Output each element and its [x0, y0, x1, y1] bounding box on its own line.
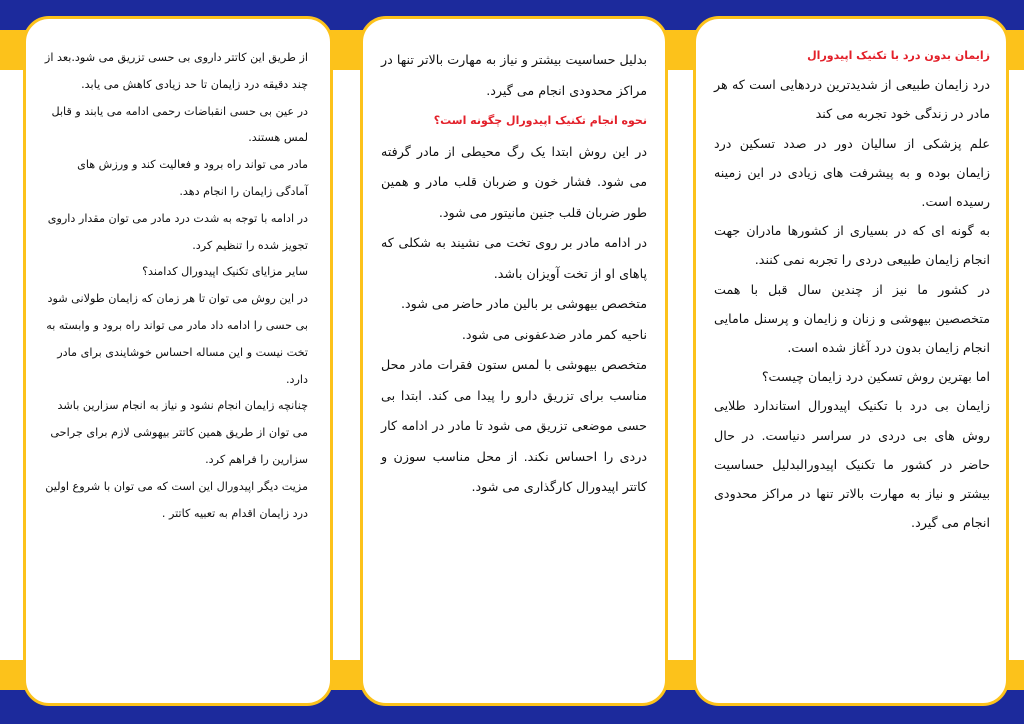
paragraph: از طریق این کاتتر داروی بی حسی تزریق می شود.بعد از چند دقیقه درد زایمان تا حد زیادی کاهش می یابد.	[44, 51, 308, 91]
paragraph: در ادامه با توجه به شدت درد مادر می توان مقدار داروی تجویز شده را تنظیم کرد.	[47, 211, 308, 252]
section-question: اما بهترین روش تسکین درد زایمان چیست؟	[761, 369, 990, 385]
brochure-panel-right	[693, 16, 1009, 706]
section-question: سایر مزایای تکنیک اپیدورال کدامند؟	[142, 265, 308, 279]
paragraph: مادر می تواند راه برود و فعالیت کند و ورزش های آمادگی زایمان را انجام دهد.	[77, 158, 308, 198]
paragraph: مزیت دیگر اپیدورال این است که می توان با شروع اولین درد زایمان اقدام به تعبیه کاتتر .	[45, 479, 308, 520]
paragraph: به گونه ای که در بسیاری از کشورها مادران جهت انجام زایمان طبیعی دردی را تجربه نمی کنند.	[714, 223, 990, 268]
brochure-panel-left	[23, 16, 333, 706]
paragraph: در کشور ما نیز از چندین سال قبل با همت متخصصین بیهوشی و زنان و زایمان و پرسنل مامایی انجام زایمان بدون درد آغاز شده است.	[714, 281, 990, 356]
paragraph: در این روش ابتدا یک رگ محیطی از مادر گرفته می شود. فشار خون و ضربان قلب مادر و همین طور ضربان قلب جنین مانیتور می شود.	[381, 143, 647, 220]
panel-title: زایمان بدون درد با تکنیک اپیدورال	[807, 49, 990, 62]
paragraph: علم پزشکی از سالیان دور در صدد تسکین درد زایمان بوده و به پیشرفت های زیادی در این زمینه رسیده است.	[714, 135, 990, 210]
paragraph: متخصص بیهوشی بر بالین مادر حاضر می شود.	[401, 296, 647, 311]
intro-paragraph: بدلیل حساسیت بیشتر و نیاز به مهارت بالاتر تنها در مراکز محدودی انجام می گیرد.	[381, 52, 647, 98]
brochure-panel-middle	[360, 16, 668, 706]
section-heading: نحوه انجام تکنیک اپیدورال چگونه است؟	[433, 114, 647, 127]
paragraph: زایمان بی درد با تکنیک اپیدورال استاندارد طلایی روش های بی دردی در سراسر دنیاست. در حال حاضر در کشور ما تکنیک اپیدورالبدلیل حساسیت بیشتر و نیاز به مهارت بالاتر تنها در مراکز محدودی انجام می گیرد.	[714, 398, 990, 531]
paragraph: در این روش می توان تا هر زمان که زایمان طولانی شود بی حسی را ادامه داد مادر می تواند راه برود و وابسته به تخت نیست و این مساله احساس خوشایندی برای مادر دارد.	[46, 292, 308, 386]
paragraph: در عین بی حسی انقباضات رحمی ادامه می یابند و قابل لمس هستند.	[51, 104, 308, 145]
paragraph: متخصص بیهوشی با لمس ستون فقرات مادر محل مناسب برای تزریق دارو را پیدا می کند. ابتدا بی حسی موضعی تزریق می شود تا مادر در ادامه کار دردی را احساس نکند. از محل مناسب سوزن و کاتتر اپیدورال کارگذاری می شود.	[381, 357, 647, 494]
paragraph: ناحیه کمر مادر ضدعفونی می شود.	[461, 326, 647, 342]
paragraph: در ادامه مادر بر روی تخت می نشیند به شکلی که پاهای او از تخت آویزان باشد.	[381, 235, 647, 281]
paragraph: چنانچه زایمان انجام نشود و نیاز به انجام سزارین باشد می توان از طریق همین کاتتر بیهوشی لازم برای جراحی سزارین را فراهم کرد.	[50, 399, 308, 466]
paragraph: درد زایمان طبیعی از شدیدترین دردهایی است که هر مادر در زندگی خود تجربه می کند	[714, 77, 990, 122]
